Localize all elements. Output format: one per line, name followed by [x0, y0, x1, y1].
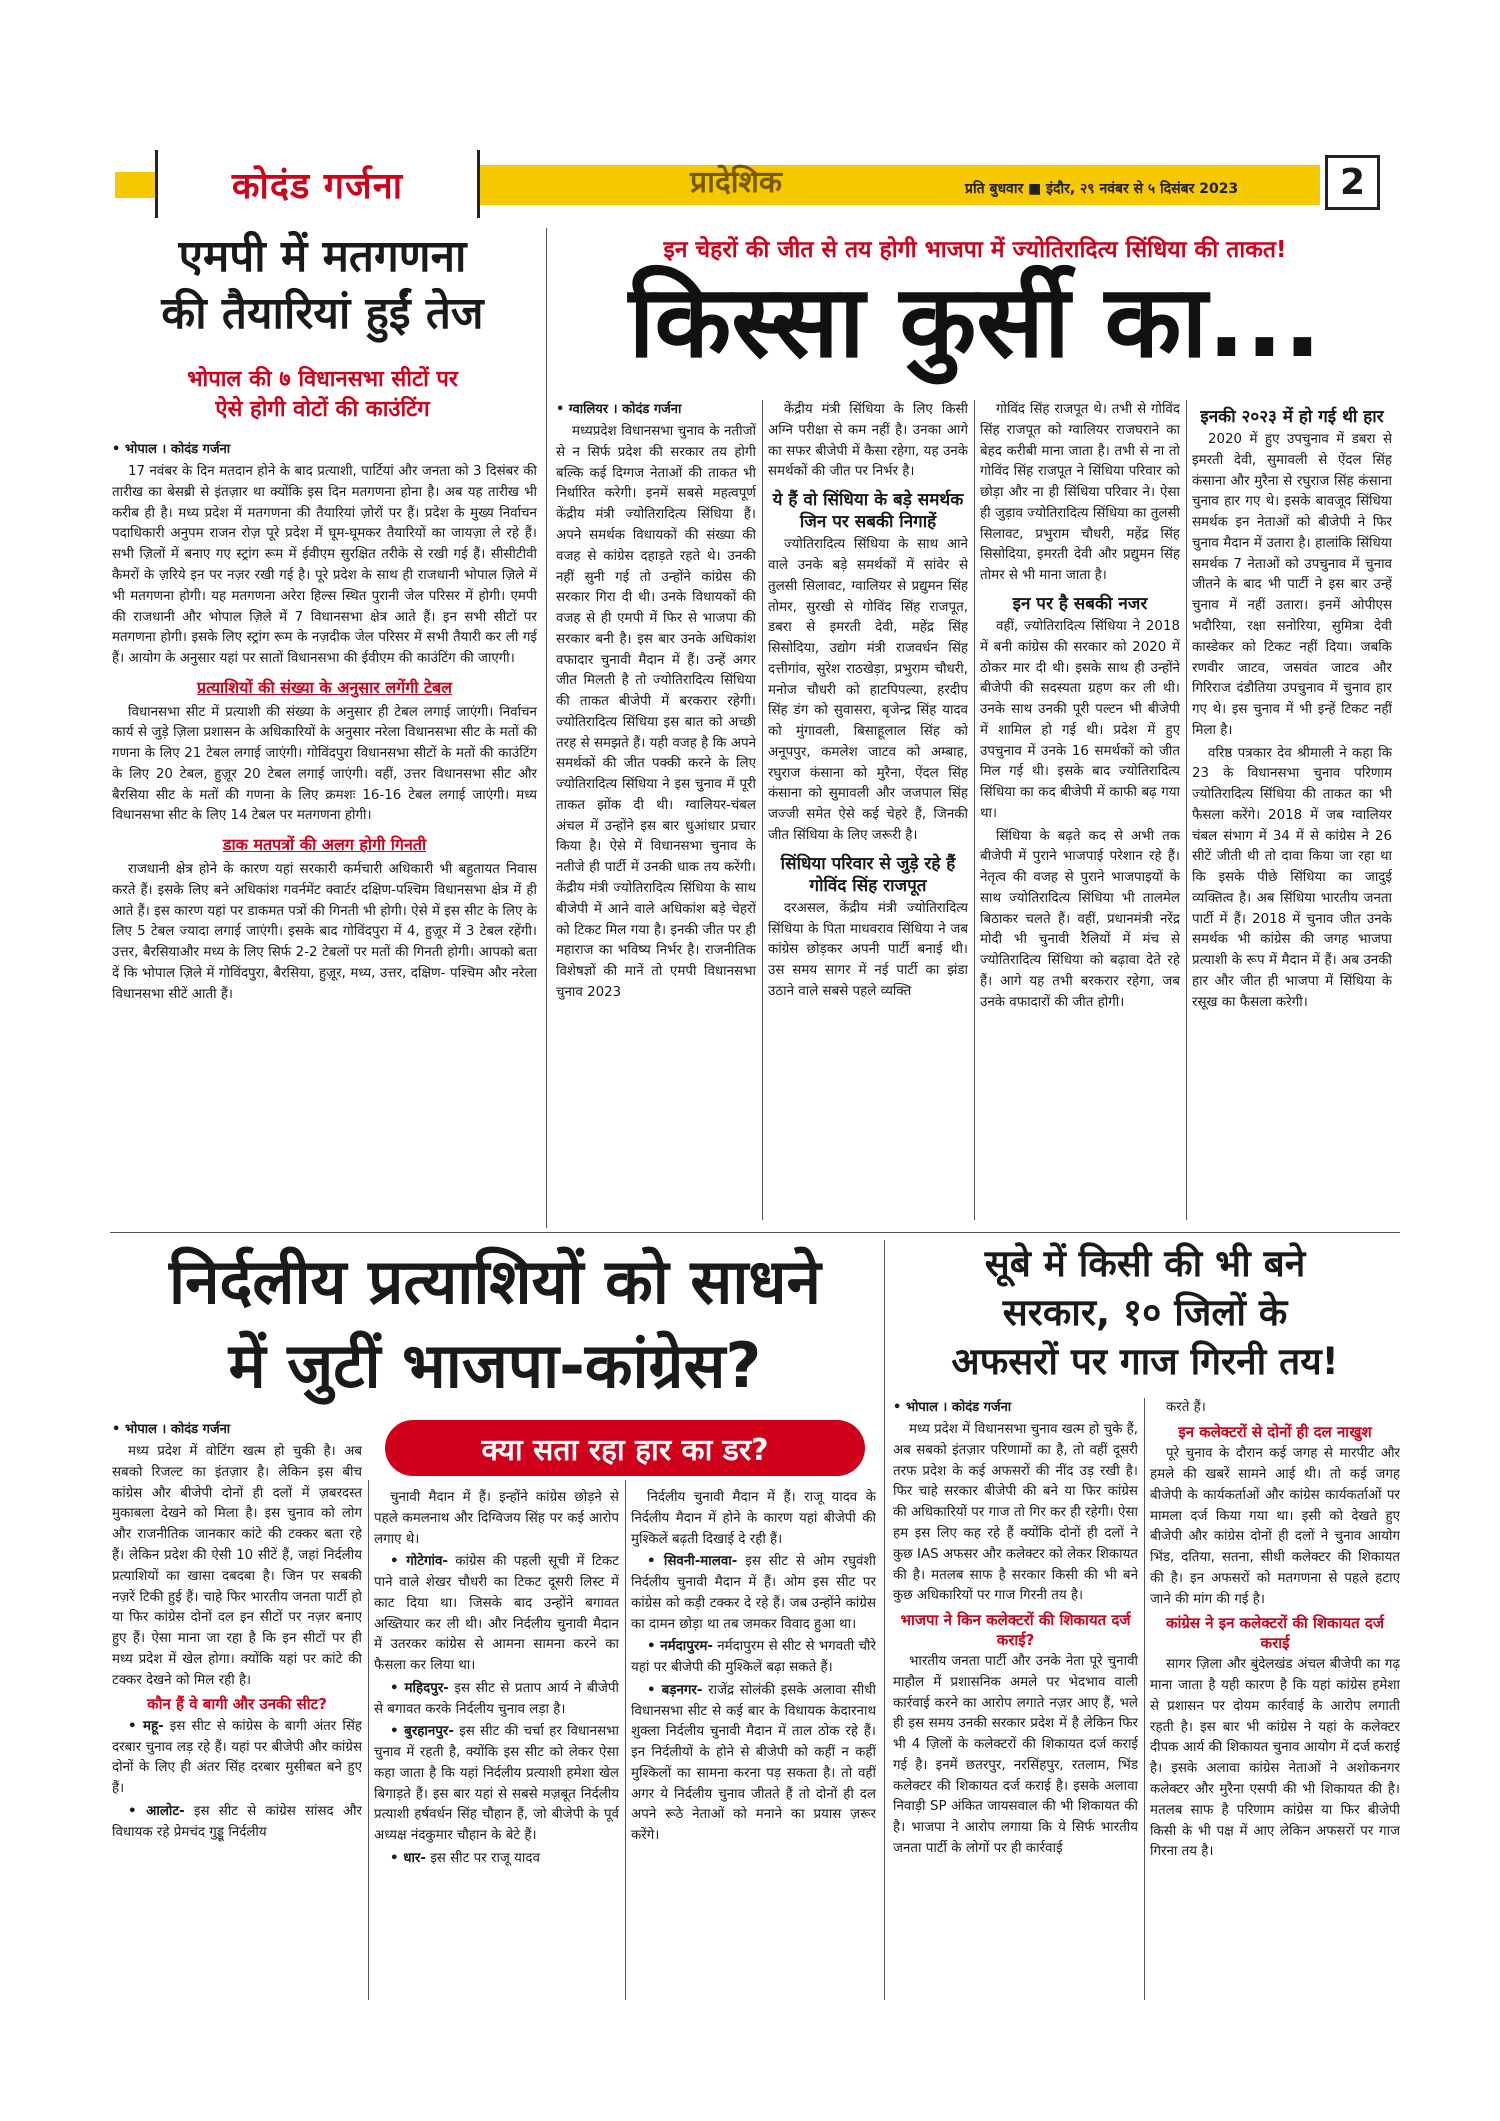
left-headline-line2: की तैयारियां हुईं तेज	[161, 288, 484, 340]
column-rule	[1144, 1398, 1145, 2000]
bottom-left-headline	[110, 1240, 880, 1407]
main-col1-text: मध्यप्रदेश विधानसभा चुनाव के नतीजों से न सिर्फ प्रदेश की सरकार तय होगी बल्कि कई दिग्गज नेताओं की ताकत भी निर्धारित करेगी। इनमें सबसे महत्वपूर्ण केंद्रीय मंत्री ज्योतिरादित्य सिंधिया हैं। अपने समर्थक विधायकों की संख्या की वजह से कांग्रेस दहाड़ते रहते थे। उनकी नहीं सुनी गई तो उन्होंने कांग्रेस की सरकार गिरा दी थी। उनके विधायकों की वजह से ही एमपी में फिर से भाजपा की सरकार बनी है। इस बार उनके अधिकांश वफादार चुनावी मैदान में हैं। उन्हें अगर जीत मिलती है तो ज्योतिरादित्य सिंधिया की ताकत बीजेपी में बरकरार रहेगी। ज्योतिरादित्य सिंधिया इस बात को अच्छी तरह से समझते हैं। यही वजह है कि अपने समर्थकों की जीत पक्की करने के लिए ज्योतिरादित्य सिंधिया ने इस चुनाव में पूरी ताकत झोंक दी थी। ग्वालियर-चंबल अंचल में उन्होंने इस बार धुआंधार प्रचार किया है। ऐसे में विधानसभा चुनाव के नतीजे ही पार्टी में उनकी धाक तय करेंगी। केंद्रीय मंत्री ज्योतिरादित्य सिंधिया के साथ बीजेपी में आने वाले अधिकांश बड़े चेहरों को टिकट मिल गया है। इनकी जीत पर ही महाराज का भविष्य निर्भर है। राजनीतिक विशेषज्ञों की मानें तो एमपी विधानसभा चुनाव 2023	[556, 424, 756, 1000]
bottom-left-gotegaon	[374, 1552, 619, 1677]
bottom-right-subhead-1: भाजपा ने किन कलेक्टरों की शिकायत दर्ज कराई?	[900, 1611, 1131, 1649]
bullet-gotegaon: • गोटेगांव-	[390, 1554, 448, 1570]
narmada-text: नर्मदापुरम से सीट से भगवती चौरे यहां पर बीजेपी की मुश्किलें बढ़ा सकते हैं।	[631, 1639, 876, 1676]
sivni-text: इस सीट से ओम रघुवंशी निर्दलीय चुनावी मैदान में हैं। ओम इस सीट पर कांग्रेस को कड़ी टक्कर दे रहे हैं। जब उन्होंने कांग्रेस का दामन छोड़ा था तब जमकर विवाद हुआ था।	[631, 1554, 876, 1632]
section-label: प्रादेशिक	[690, 165, 782, 200]
issue-date: प्रति बुधवार ■ इंदौर, २९ नवंबर से ५ दिसंबर 2023	[965, 181, 1239, 197]
alot-text: इस सीट से कांग्रेस सांसद और विधायक रहे प्रेमचंद गुड्डू निर्दलीय	[112, 1803, 362, 1840]
header-band	[115, 172, 155, 198]
bottom-left-subhead: कौन हैं वे बागी और उनकी सीट?	[147, 1695, 327, 1714]
bottom-right-col2-text-a: करते हैं।	[1166, 1400, 1206, 1415]
bullet-alot: • आलोट-	[128, 1803, 185, 1819]
left-deck-line1: भोपाल की ७ विधानसभा सीटों पर	[187, 367, 458, 392]
bottom-right-subhead-3: कांग्रेस ने इन कलेक्टरों की शिकायत दर्ज कराई	[1165, 1614, 1385, 1652]
mahidpur-text: इस सीट से प्रताप आर्य ने बीजेपी से बगावत करके निर्दलीय चुनाव लड़ा है।	[374, 1680, 619, 1717]
bullet-dhar: • धार-	[390, 1851, 426, 1867]
gotegaon-text: कांग्रेस की पहली सूची में टिकट पाने वाले शेखर चौधरी का टिकट दूसरी लिस्ट में काट दिया था। जिसके बाद उन्होंने बगावत अख्तियार कर ली थी। और निर्दलीय चुनावी मैदान में उतरकर कांग्रेस से आमना सामना करने का फैसला कर लिया था।	[374, 1554, 619, 1674]
main-subhead-2: सिंधिया परिवार से जुड़े रहे हैं गोविंद सिंह राजपूत	[780, 853, 956, 896]
bottom-left-col1-text: मध्य प्रदेश में वोटिंग खत्म हो चुकी है। अब सबको रिजल्ट का इंतज़ार है। लेकिन इस बीच कांग्रेस और बीजेपी दोनों ही दलों में ज़बरदस्त मुकाबला देखने को मिला है। इस चुनाव को लोग और राजनीतिक जानकार कांटे की टक्कर बता रहे हैं। लेकिन प्रदेश की ऐसी 10 सीटें हैं, जहां निर्दलीय प्रत्याशियों का खासा दबदबा है। जिन पर सबकी नज़रें टिकी हुई हैं। चाहे फिर भारतीय जनता पार्टी हो या फिर कांग्रेस दोनों दल इन सीटों पर नज़र बनाए हुए हैं। ऐसा माना जा रहा है कि इन सीटों पर ही मध्य प्रदेश में खेल होगा। क्योंकि यहां पर कांटे की टक्कर देखने को मिल रही है।	[112, 1444, 362, 1688]
dhar-text: इस सीट पर राजू यादव	[430, 1851, 540, 1867]
left-headline-line1: एमपी में मतगणना	[178, 231, 467, 282]
bullet-sivni: • सिवनी-मालवा-	[647, 1554, 738, 1570]
burhanpur-text: इस सीट की चर्चा हर विधानसभा चुनाव में रहती है, क्योंकि इस सीट को लेकर ऐसा कहा जाता है कि यहां निर्दलीय प्रत्याशी हमेशा खेल बिगाड़ते हैं। इस बार यहां से सबसे मज़बूत निर्दलीय प्रत्याशी हर्षवर्धन सिंह चौहान हैं, जो बीजेपी के पूर्व अध्यक्ष नंदकुमार चौहान के बेटे हैं।	[374, 1724, 619, 1844]
main-subhead-4: इनकी २०२३ में हो गई थी हार	[1200, 407, 1384, 427]
main-col-3	[980, 400, 1180, 1220]
bottom-left-headline-line1: निर्दलीय प्रत्याशियों को साधने	[169, 1245, 821, 1318]
bottom-right-col2-text-c: सागर ज़िला और बुंदेलखंड अंचल बीजेपी का गढ़ माना जाता है यही कारण है कि यहां कांग्रेस हमेशा से प्रशासन पर दोयम कार्रवाई के आरोप लगाती रहती है। इस बार भी कांग्रेस ने यहां के कलेक्टर दीपक आर्य की शिकायत चुनाव आयोग में दर्ज कराई है। इसके अलावा कांग्रेस नेताओं ने अशोकनगर कलेक्टर और मुरैना एसपी की भी शिकायत की है। मतलब साफ है परिणाम कांग्रेस या फिर बीजेपी किसी के भी पक्ष में आए लेकिन अफसरों पर गाज गिरना तय है।	[1150, 1657, 1400, 1860]
bottom-left-dhar	[374, 1849, 619, 1870]
left-headline	[110, 228, 535, 342]
bottom-left-narmada	[631, 1637, 876, 1679]
newspaper-logo: कोदंड गर्जना	[231, 165, 404, 207]
bottom-left-burhanpur	[374, 1722, 619, 1847]
bottom-right-col-1	[893, 1398, 1138, 2000]
main-kicker: इन चेहरों की जीत से तय होगी भाजपा में ज्योतिरादित्य सिंधिया की ताकत!	[663, 237, 1287, 263]
left-dateline: • भोपाल । कोदंड गर्जना	[112, 442, 231, 457]
bottom-right-col1-text-a: मध्य प्रदेश में विधानसभा चुनाव खत्म हो चुके हैं, अब सबको इंतज़ार परिणामों का है, तो वहीं दूसरी तरफ प्रदेश के कई अफसरों की नींद उड़ रखी है। फिर चाहे सरकार बीजेपी की बने या फिर कांग्रेस की अधिकारियों पर गाज तो गिर कर ही रहेगी। ऐसा हम इस लिए कह रहे हैं क्योंकि दोनों ही दलों ने कुछ IAS अफसर और कलेक्टर को लेकर शिकायत की है। मतलब साफ है सरकार किसी की भी बने कुछ अधिकारियों पर गाज गिरनी तय है।	[893, 1422, 1138, 1604]
page-number: 2	[1325, 155, 1380, 210]
bottom-left-col3-text: निर्दलीय चुनावी मैदान में हैं। राजू यादव के निर्दलीय मैदान में होने के कारण यहां बीजेपी की मुश्किलें बढ़ती दिखाई दे रही हैं।	[631, 1490, 876, 1547]
column-rule	[546, 228, 547, 1228]
bullet-mahidpur: • महिदपुर-	[390, 1680, 449, 1696]
main-headline: किस्सा कुर्सी का...	[628, 263, 1322, 380]
logo-box	[155, 150, 480, 218]
bottom-left-col2-text: चुनावी मैदान में हैं। इन्होंने कांग्रेस छोड़ने से पहले कमलनाथ और दिग्विजय सिंह पर कई आरोप लगाए थे।	[374, 1490, 619, 1547]
column-rule	[974, 400, 975, 1220]
left-deck	[110, 365, 535, 424]
main-subhead-3: इन पर है सबकी नजर	[1012, 593, 1148, 614]
main-dateline: • ग्वालियर । कोदंड गर्जना	[556, 402, 682, 417]
bottom-left-badnagar	[631, 1681, 876, 1847]
bottom-left-mhow	[112, 1717, 362, 1800]
bottom-left-dateline: • भोपाल । कोदंड गर्जना	[112, 1422, 231, 1437]
main-col3-text-a: गोविंद सिंह राजपूत थे। तभी से गोविंद सिंह राजपूत को ग्वालियर राजघराने का बेहद करीबी माना जाता है। तभी से ना तो गोविंद सिंह राजपूत ने सिंधिया परिवार को छोड़ा और ना ही सिंधिया परिवार ने। ऐसा ही जुड़ाव ज्योतिरादित्य सिंधिया का तुलसी सिलावट, प्रभुराम चौधरी, महेंद्र सिंह सिसोदिया, इमरती देवी और प्रद्युमन सिंह तोमर से भी माना जाता है।	[980, 402, 1180, 584]
bottom-right-col1-text-b: भारतीय जनता पार्टी और उनके नेता पूरे चुनावी माहौल में प्रशासनिक अमले पर भेदभाव वाली कार्रवाई करने का आरोप लगाते नज़र आए हैं, भले ही इस समय उनकी सरकार प्रदेश में है लेकिन फिर भी 4 ज़िलों के कलेक्टरों की शिकायत दर्ज कराई गई है। इनमें छतरपुर, नरसिंहपुर, रतलाम, भिंड कलेक्टर की शिकायत दर्ज कराई है। इसके अलावा निवाड़ी SP अंकित जायसवाल की भी शिकायत की है। भाजपा ने आरोप लगाया कि ये सिर्फ भारतीय जनता पार्टी के लोगों पर ही कार्रवाई	[893, 1654, 1138, 1856]
bottom-right-headline-line3: अफसरों पर गाज गिरनी तय!	[951, 1339, 1339, 1383]
question-badge: क्या सता रहा हार का डर?	[385, 1420, 865, 1476]
main-col2-text-b: ज्योतिरादित्य सिंधिया के साथ आने वाले उनके बड़े समर्थकों में सांवेर से तुलसी सिलावट, ग्वालियर से प्रद्युमन सिंह तोमर, सुरखी से गोविंद सिंह राजपूत, डबरा से इमरती देवी, महेंद्र सिंह सिसोदिया, उद्योग मंत्री राजवर्धन सिंह दत्तीगांव, सुरेश राठखेड़ा, प्रभुराम चौधरी, मनोज चौधरी को हाटपिपल्या, हरदीप सिंह डंग को सुवासरा, बृजेन्द्र सिंह यादव को मुंगावली, बिसाहूलाल सिंह को अनूपपुर, कमलेश जाटव को अम्बाह, रघुराज कंसाना को मुरैना, ऐंदल सिंह कंसाना को सुमावली और जजपाल सिंह जज्जी समेत ऐसे कई चेहरे हैं, जिनकी जीत सिंधिया के लिए जरूरी है।	[768, 537, 968, 843]
mhow-text: इस सीट से कांग्रेस के बागी अंतर सिंह दरबार चुनाव लड़ रहे हैं। यहां पर बीजेपी और कांग्रेस दोनों के लिए ही अंतर सिंह दरबार मुसीबत बने हुए हैं।	[112, 1718, 362, 1797]
bottom-right-dateline: • भोपाल । कोदंड गर्जना	[893, 1400, 1012, 1415]
bullet-badnagar: • बड़नगर-	[647, 1682, 703, 1698]
left-deck-line2: ऐसे होगी वोटों की काउंटिंग	[215, 396, 430, 422]
column-rule	[1186, 400, 1187, 1220]
column-rule	[884, 1240, 885, 2000]
bottom-left-sivni	[631, 1552, 876, 1635]
bullet-narmada: • नर्मदापुरम-	[647, 1639, 713, 1655]
column-rule	[625, 1480, 626, 2000]
bottom-right-headline-line1: सूबे में किसी की भी बने	[984, 1242, 1306, 1285]
left-para-2: विधानसभा सीट में प्रत्याशी की संख्या के अनुसार ही टेबल लगाई जाएंगी। निर्वाचन कार्य से जुड़े ज़िला प्रशासन के अधिकारियों के अनुसार नरेला विधानसभा सीट के मतों की गणना के लिए 21 टेबल लगाई जाएंगी। गोविंदपुरा विधानसभा सीटों के मतों की काउंटिंग के लिए 20 टेबल, हुज़ूर 20 टेबल लगाई जाएंगी। वहीं, उत्तर विधानसभा सीट और बैरसिया सीट के मतों की गणना के लिए क्रमशः 16-16 टेबल लगाई जाएंगी। मध्य विधानसभा सीट के लिए 14 टेबल पर मतगणना होगी।	[112, 704, 537, 824]
bottom-right-col2-text-b: पूरे चुनाव के दौरान कई जगह से मारपीट और हमले की खबरें सामने आई थी। तो कई जगह बीजेपी के कार्यकर्ताओं और कांग्रेस कार्यकर्ताओं पर मामला दर्ज किया गया था। इसी को देखते हुए बीजेपी और कांग्रेस दोनों ही दलों ने चुनाव आयोग भिंड, दतिया, सतना, सीधी कलेक्टर की शिकायत की है। इन अफसरों को मतगणना से पहले हटाए जाने की मांग की गई है।	[1150, 1446, 1400, 1607]
main-col4-text: 2020 में हुए उपचुनाव में डबरा से इमरती देवी, सुमावली से ऐंदल सिंह कंसाना और मुरैना से रघुराज सिंह कंसाना चुनाव हार गए थे। इसके बावजूद सिंधिया समर्थक इन नेताओं को बीजेपी ने फिर चुनाव मैदान में उतारा है। हालांकि सिंधिया समर्थक 7 नेताओं को उपचुनाव में चुनाव जीतने के बाद भी पार्टी ने इस बार उन्हें चुनाव में नहीं उतारा। इनमें ओपीएस भदौरिया, रक्षा सनोरिया, सुमित्रा देवी कास्डेकर को टिकट नहीं दिया। जबकि रणवीर जाटव, जसवंत जाटव और गिरिराज दंडौतिया उपचुनाव में चुनाव हार गए थे। इस चुनाव में भी इन्हें टिकट नहीं मिला है।	[1192, 432, 1392, 738]
bottom-left-col-2	[374, 1488, 619, 2000]
main-col3-text-b: वहीं, ज्योतिरादित्य सिंधिया ने 2018 में बनी कांग्रेस की सरकार को 2020 में ठोकर मार दी थी। इसके साथ ही उन्होंने बीजेपी की सदस्यता ग्रहण कर ली थी। उनके साथ उनकी पूरी पल्टन भी बीजेपी में शामिल हो गई थी। प्रदेश में हुए उपचुनाव में उनके 16 समर्थकों को जीत मिल गई थी। इसके बाद ज्योतिरादित्य सिंधिया का कद बीजेपी में काफी बढ़ गया था।	[980, 618, 1180, 821]
bullet-burhanpur: • बुरहानपुर-	[390, 1724, 454, 1740]
bullet-mhow: • महू-	[128, 1718, 164, 1734]
column-rule	[762, 400, 763, 1220]
bottom-left-col-3	[631, 1488, 876, 2000]
left-para-3: राजधानी क्षेत्र होने के कारण यहां सरकारी कर्मचारी अधिकारी भी बहुतायत निवास करते हैं। इसके लिए बने अधिकांश गवर्नमेंट क्वार्टर दक्षिण-पश्चिम विधानसभा क्षेत्र में ही आते हैं। इस कारण यहां पर डाकमत पत्रों की गिनती भी होगी। ऐसे में इस सीट के लिए के लिए 5 टेबल ज्यादा लगाई जाएंगी। इसके बाद गोविंदपुरा में 4, हुज़ूर में 3 टेबल रहेंगी। उत्तर, बैरसियाऔर मध्य के लिए सिर्फ 2-2 टेबलों पर मतों की गिनती होगी। आपको बता दें कि भोपाल ज़िले में गोविंदपुरा, बैरसिया, हुज़ूर, मध्य, उत्तर, दक्षिण- पश्चिम और नरेला विधानसभा सीटें आती हैं।	[112, 861, 537, 1002]
bottom-left-mahidpur	[374, 1679, 619, 1721]
bottom-left-alot	[112, 1802, 362, 1844]
left-story-body	[112, 440, 537, 1220]
column-rule	[368, 1480, 369, 2000]
main-col3-text-c: सिंधिया के बढ़ते कद से अभी तक बीजेपी में पुराने भाजपाई परेशान रहे हैं। नेतृत्व की वजह से पुराने भाजपाइयों के साथ ज्योतिरादित्य सिंधिया भी तालमेल बिठाकर चलते हैं। वहीं, प्रधानमंत्री नरेंद्र मोदी भी चुनावी रैलियों में मंच से ज्योतिरादित्य सिंधिया को बढ़ावा देते रहे हैं। आगे यह तभी बरकरार रहेगा, जब उनके वफादारों की जीत होगी।	[980, 828, 1180, 1010]
left-para-1: 17 नवंबर के दिन मतदान होने के बाद प्रत्याशी, पार्टियां और जनता को 3 दिसंबर की तारीख का बेसब्री से इंतज़ार था क्योंकि इस दिन मतगणना होना है। अब यह तारीख भी करीब ही है। मध्य प्रदेश में मतगणना की तैयारियां ज़ोरों पर हैं। प्रदेश के मुख्य निर्वाचन पदाधिकारी अनुपम राजन रोज़ पूरे प्रदेश में घूम-घूमकर तैयारियों का जायज़ा ले रहे हैं। सभी ज़िलों में बनाए गए स्ट्रांग रूम में ईवीएम सुरक्षित तरीके से रखी गई हैं। सीसीटीवी कैमरों के ज़रिये इन पर नज़र रखी गई है। पूरे प्रदेश के साथ ही राजधानी भोपाल ज़िले में भी मतगणना होगी। यह मतगणना अरेरा हिल्स स्थित पुरानी जेल परिसर में होगी। एमपी की राजधानी और भोपाल ज़िले में 7 विधानसभा क्षेत्र आते हैं। इन सभी सीटों पर मतगणना होगी। इसके लिए स्ट्रांग रूम के नज़दीक जेल परिसर में सभी तैयारी कर ली गई हैं। आयोग के अनुसार यहां पर सातों विधानसभा की ईवीएम की काउंटिंग की जाएगी।	[112, 464, 537, 667]
section-divider	[110, 1232, 1400, 1233]
main-subhead-1: ये हैं वो सिंधिया के बड़े समर्थक जिन पर सबकी निगाहें	[772, 490, 964, 533]
badnagar-text: राजेंद्र सोलंकी इसके अलावा सीधी विधानसभा सीट से कई बार के विधायक केदारनाथ शुक्ला निर्दलीय चुनावी मैदान में ताल ठोक रहे हैं। इन निर्दलीयों के होने से बीजेपी को कहीं न कहीं मुश्किलों का सामना करना पड़ सकता है। तो वहीं अगर ये निर्दलीय चुनाव जीतते हैं तो दोनों ही दल अपने रूठे नेताओं को मनाने का प्रयास ज़रूर करेंगे।	[631, 1682, 876, 1844]
main-col-2	[768, 400, 968, 1220]
main-col2-text-a: केंद्रीय मंत्री सिंधिया के लिए किसी अग्नि परीक्षा से कम नहीं है। उनका आगे का सफर बीजेपी में कैसा रहेगा, यह उनके समर्थकों की जीत पर निर्भर है।	[768, 402, 968, 480]
bottom-right-headline-line2: सरकार, १० जिलों के	[1002, 1290, 1288, 1334]
main-col4-text-b: वरिष्ठ पत्रकार देव श्रीमाली ने कहा कि 23 के विधानसभा चुनाव परिणाम ज्योतिरादित्य सिंधिया की ताकत का भी फैसला करेंगे। 2018 में जब ग्वालियर चंबल संभाग में 34 में से कांग्रेस ने 26 सीटें जीती थी तो दावा किया जा रहा था कि इसके पीछे सिंधिया का जादुई व्यक्तित्व है। अब सिंधिया भारतीय जनता पार्टी में हैं। 2018 में चुनाव जीत उनके समर्थक भी कांग्रेस की जगह भाजपा प्रत्याशी के रूप में मैदान में हैं। अब उनकी हार और जीत ही भाजपा में सिंधिया के रसूख का फैसला करेगी।	[1192, 745, 1392, 1010]
bottom-left-headline-line2: में जुटीं भाजपा-कांग्रेस?	[228, 1328, 762, 1402]
bottom-right-subhead-2: इन कलेक्टरों से दोनों ही दल नाखुश	[1178, 1422, 1372, 1441]
left-subhead-1: प्रत्याशियों की संख्या के अनुसार लगेंगी टेबल	[196, 677, 453, 697]
left-subhead-2: डाक मतपत्रों की अलग होगी गिनती	[222, 835, 427, 855]
main-col-1	[556, 400, 756, 1220]
bottom-right-col-2	[1150, 1398, 1400, 2000]
bottom-left-col-1	[112, 1420, 362, 2000]
main-col2-text-c: दरअसल, केंद्रीय मंत्री ज्योतिरादित्य सिंधिया के पिता माधवराव सिंधिया ने जब कांग्रेस छोड़कर अपनी पार्टी बनाई थी। उस समय सागर में नई पार्टी का झंडा उठाने वाले सबसे पहले व्यक्ति	[768, 900, 968, 999]
bottom-right-headline	[890, 1240, 1400, 1386]
main-col-4	[1192, 400, 1392, 1220]
